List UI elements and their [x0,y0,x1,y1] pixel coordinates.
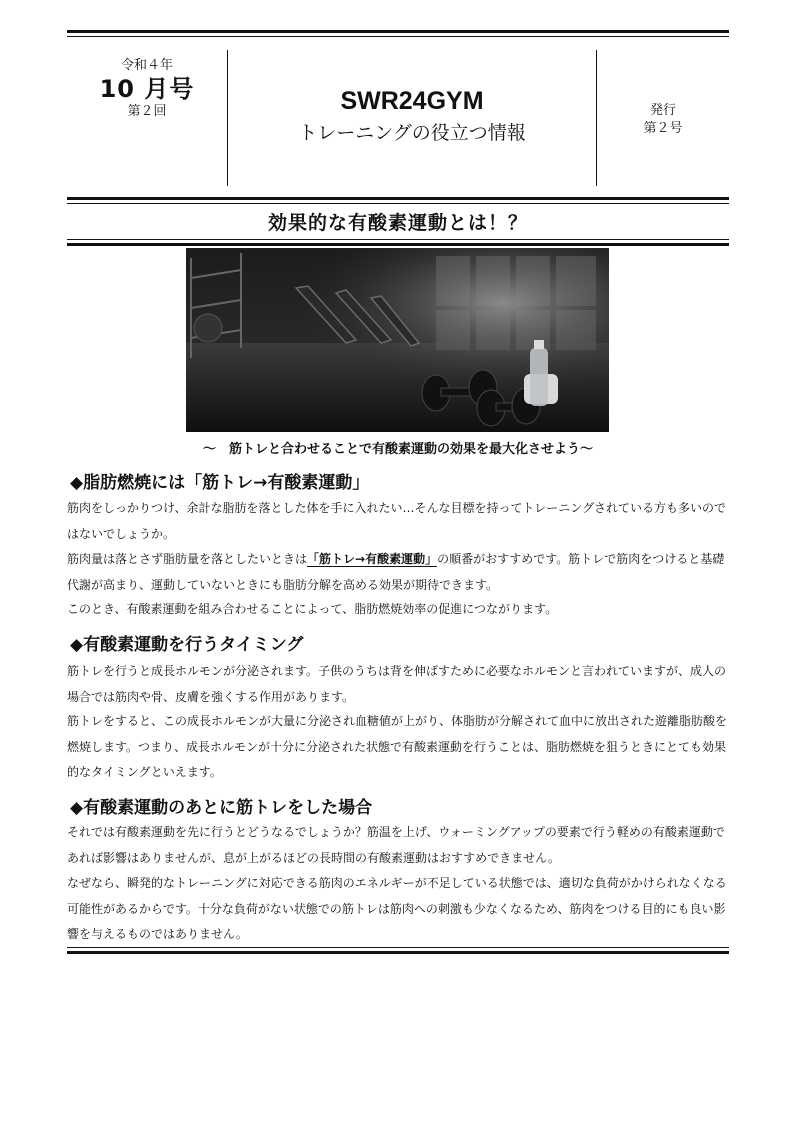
headline-bottom-rule [67,243,729,246]
publish-block [597,102,729,137]
section-3-paragraph-2: なぜなら、瞬発的なトレーニングに対応できる筋肉のエネルギーが不足している状態では、適切な負荷がかけられなくなる可能性があるからです。十分な負荷がない状態での筋トレは筋肉への刺激も少なくなるため、筋肉をつける目的にも良い影響を与えるものではありません。 [67,876,727,941]
section-1-p2-bold: 「筋トレ→有酸素運動」 [307,552,438,566]
newsletter-title: SWR24GYM [340,87,484,115]
issue-month: 10 月号 [99,75,195,104]
header-top-rule-thin [67,36,729,37]
issue-date-block [67,58,227,121]
section-2-heading: ◆有酸素運動を行うタイミング [70,635,304,655]
newsletter-subtitle: トレーニングの役立つ情報 [298,121,526,144]
footer-rule-thin [67,947,729,948]
section-3-paragraph-1: それでは有酸素運動を先に行うとどうなるでしょうか？筋温を上げ、ウォーミングアップの要素で行う軽めの有酸素運動であれば影響はありませんが、息が上がるほどの長時間の有酸素運動はおすすめできません。 [67,825,725,865]
publish-number: 第２号 [643,120,683,136]
gym-photo [186,248,609,432]
section-1-paragraph-2 [67,547,732,598]
section-2-paragraph-2: 筋トレをすると、この成長ホルモンが大量に分泌され血糖値が上がり、体脂肪が分解されて血中に放出された遊離脂肪酸を燃焼します。つまり、成長ホルモンが十分に分泌された状態で有酸素運動を行うことは、脂肪燃焼を狙うときにとても効果的なタイミングといえます。 [67,714,728,779]
headline-top-rule [67,197,729,200]
section-1-heading: ◆脂肪燃焼には「筋トレ→有酸素運動」 [70,473,370,493]
section-1-p2-post: の順番がおすすめです。筋トレで筋肉をつけると基礎代謝が高まり、運動していないときにも脂肪分解を高める効果が期待できます。 [67,552,725,592]
issue-era: 令和４年 [120,58,173,73]
headline-top-rule-thin [67,203,729,204]
section-1-p2-pre: 筋肉量は落とさず脂肪量を落としたいときは [67,552,308,566]
section-1-paragraph-1: 筋肉をしっかりつけ、余計な脂肪を落とした体を手に入れたい…そんな目標を持ってトレーニングされている方も多いのではないでしょうか。 [67,501,727,541]
article-headline: 効果的な有酸素運動とは！？ [267,212,528,234]
section-2-paragraph-1: 筋トレを行うと成長ホルモンが分泌されます。子供のうちは背を伸ばすために必要なホルモンと言われていますが、成人の場合では筋肉や骨、皮膚を強くする作用があります。 [67,664,727,704]
section-1-paragraph-3: このとき、有酸素運動を組み合わせることによって、脂肪燃焼効率の促進につながります。 [67,602,558,616]
footer-rule [67,951,729,954]
header-top-rule [67,30,729,33]
masthead [228,88,596,145]
publish-label: 発行 [649,103,676,118]
section-3-heading: ◆有酸素運動のあとに筋トレをした場合 [70,798,373,818]
headline-bottom-rule-thin [67,239,729,240]
issue-number: 第２回 [127,104,167,120]
photo-caption: ～ 筋トレと合わせることで有酸素運動の効果を最大化させよう～ [202,442,593,457]
